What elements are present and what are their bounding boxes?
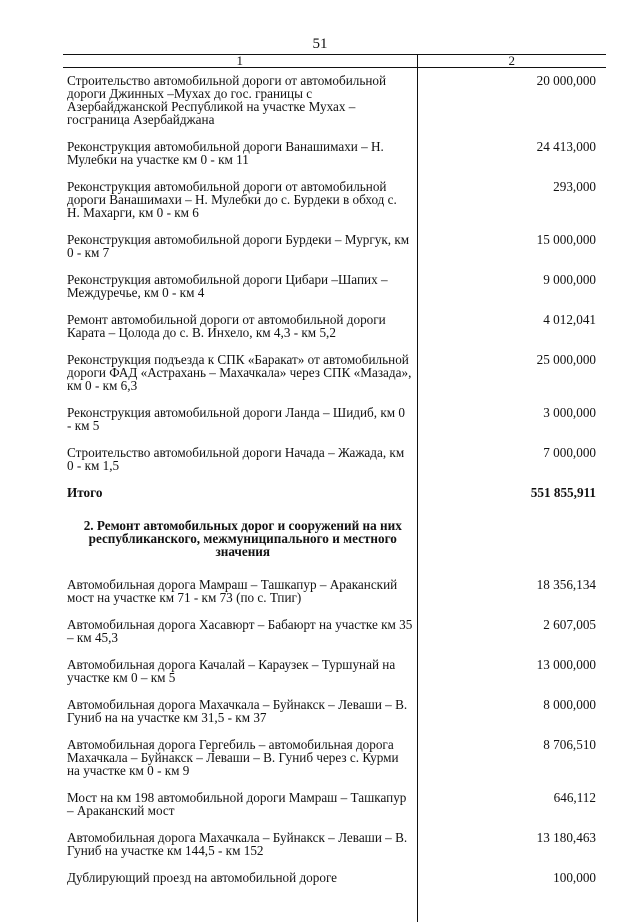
- row-description: Реконструкция автомобильной дороги Ванашимахи – Н. Мулебки на участке км 0 - км 11: [63, 138, 417, 178]
- section-heading-amount-empty: [417, 517, 606, 576]
- continuation-cell: [63, 888, 417, 922]
- row-description: Строительство автомобильной дороги Начада – Жажада, км 0 - км 1,5: [63, 444, 417, 484]
- table-row: [63, 736, 606, 789]
- row-amount: 9 000,000: [543, 272, 596, 287]
- row-amount: 4 012,041: [543, 312, 596, 327]
- section-heading: 2. Ремонт автомобильных дорог и сооружений на них республиканского, межмуниципального и местного значения: [63, 517, 417, 576]
- row-description: Строительство автомобильной дороги от автомобильной дороги Джинных –Мухах до гос. границы с Азербайджанской Республикой на участке Мухах – госграница Азербайджана: [63, 68, 417, 139]
- row-amount: 15 000,000: [536, 232, 596, 247]
- row-amount: 8 706,510: [543, 737, 596, 752]
- table-row: [63, 789, 606, 829]
- total-row: [63, 484, 606, 517]
- row-description: Реконструкция автомобильной дороги Бурдеки – Мургук, км 0 - км 7: [63, 231, 417, 271]
- row-description: Автомобильная дорога Гергебиль – автомобильная дорога Махачкала – Буйнакск – Леваши – В. Гуниб через с. Курми на участке км 0 - км 9: [63, 736, 417, 789]
- table-row: [63, 178, 606, 231]
- continuation-amount-empty: [417, 888, 606, 922]
- row-amount: 13 180,463: [536, 830, 596, 845]
- table-row: [63, 138, 606, 178]
- row-amount: 18 356,134: [536, 577, 596, 592]
- section-heading-row: [63, 517, 606, 576]
- row-amount: 24 413,000: [536, 139, 596, 154]
- total-amount: 551 855,911: [530, 485, 596, 500]
- table-row: [63, 404, 606, 444]
- row-amount: 25 000,000: [536, 352, 596, 367]
- row-description: Реконструкция автомобильной дороги Цибари –Шапих – Междуречье, км 0 - км 4: [63, 271, 417, 311]
- row-description: Автомобильная дорога Махачкала – Буйнакск – Леваши – В. Гуниб на на участке км 31,5 - км 37: [63, 696, 417, 736]
- table-continuation: [63, 888, 606, 922]
- row-description: Реконструкция автомобильной дороги от автомобильной дороги Ванашимахи – Н. Мулебки до с. Бурдеки в обход с. Н. Махарги, км 0 - км 6: [63, 178, 417, 231]
- row-description: Автомобильная дорога Мамраш – Ташкапур – Араканский мост на участке км 71 - км 73 (по с. Тпиг): [63, 576, 417, 616]
- row-amount: 20 000,000: [536, 73, 596, 88]
- table-row: [63, 656, 606, 696]
- table-row: [63, 231, 606, 271]
- row-description: Автомобильная дорога Качалай – Караузек – Туршунай на участке км 0 – км 5: [63, 656, 417, 696]
- row-amount: 293,000: [553, 179, 596, 194]
- table-row: [63, 869, 606, 888]
- table-row: [63, 576, 606, 616]
- row-amount: 13 000,000: [536, 657, 596, 672]
- table-row: [63, 829, 606, 869]
- table-row: [63, 68, 606, 139]
- row-description: Реконструкция автомобильной дороги Ланда – Шидиб, км 0 - км 5: [63, 404, 417, 444]
- total-label: Итого: [63, 484, 417, 517]
- table-row: [63, 351, 606, 404]
- row-amount: 3 000,000: [543, 405, 596, 420]
- column-header-2: 2: [417, 55, 606, 68]
- table-header-row: [63, 55, 606, 68]
- row-description: Ремонт автомобильной дороги от автомобильной дороги Карата – Цолода до с. В. Инхело, км 4,3 - км 5,2: [63, 311, 417, 351]
- row-amount: 646,112: [553, 790, 596, 805]
- row-amount: 7 000,000: [543, 445, 596, 460]
- row-description: Автомобильная дорога Хасавюрт – Бабаюрт на участке км 35 – км 45,3: [63, 616, 417, 656]
- page-number: 51: [312, 36, 328, 52]
- row-amount: 2 607,005: [543, 617, 596, 632]
- row-amount: 100,000: [553, 870, 596, 885]
- row-description: Мост на км 198 автомобильной дороги Мамраш – Ташкапур – Араканский мост: [63, 789, 417, 829]
- column-header-1: 1: [63, 55, 417, 68]
- row-amount: 8 000,000: [543, 697, 596, 712]
- row-description: Реконструкция подъезда к СПК «Баракат» от автомобильной дороги ФАД «Астрахань – Махачкала» через СПК «Мазада», км 0 - км 6,3: [63, 351, 417, 404]
- row-description: Автомобильная дорога Махачкала – Буйнакск – Леваши – В. Гуниб на участке км 144,5 - км 152: [63, 829, 417, 869]
- table-row: [63, 271, 606, 311]
- table-row: [63, 616, 606, 656]
- table-row: [63, 696, 606, 736]
- budget-table: [63, 54, 606, 922]
- table-row: [63, 444, 606, 484]
- row-description: Дублирующий проезд на автомобильной дороге: [63, 869, 417, 888]
- table-row: [63, 311, 606, 351]
